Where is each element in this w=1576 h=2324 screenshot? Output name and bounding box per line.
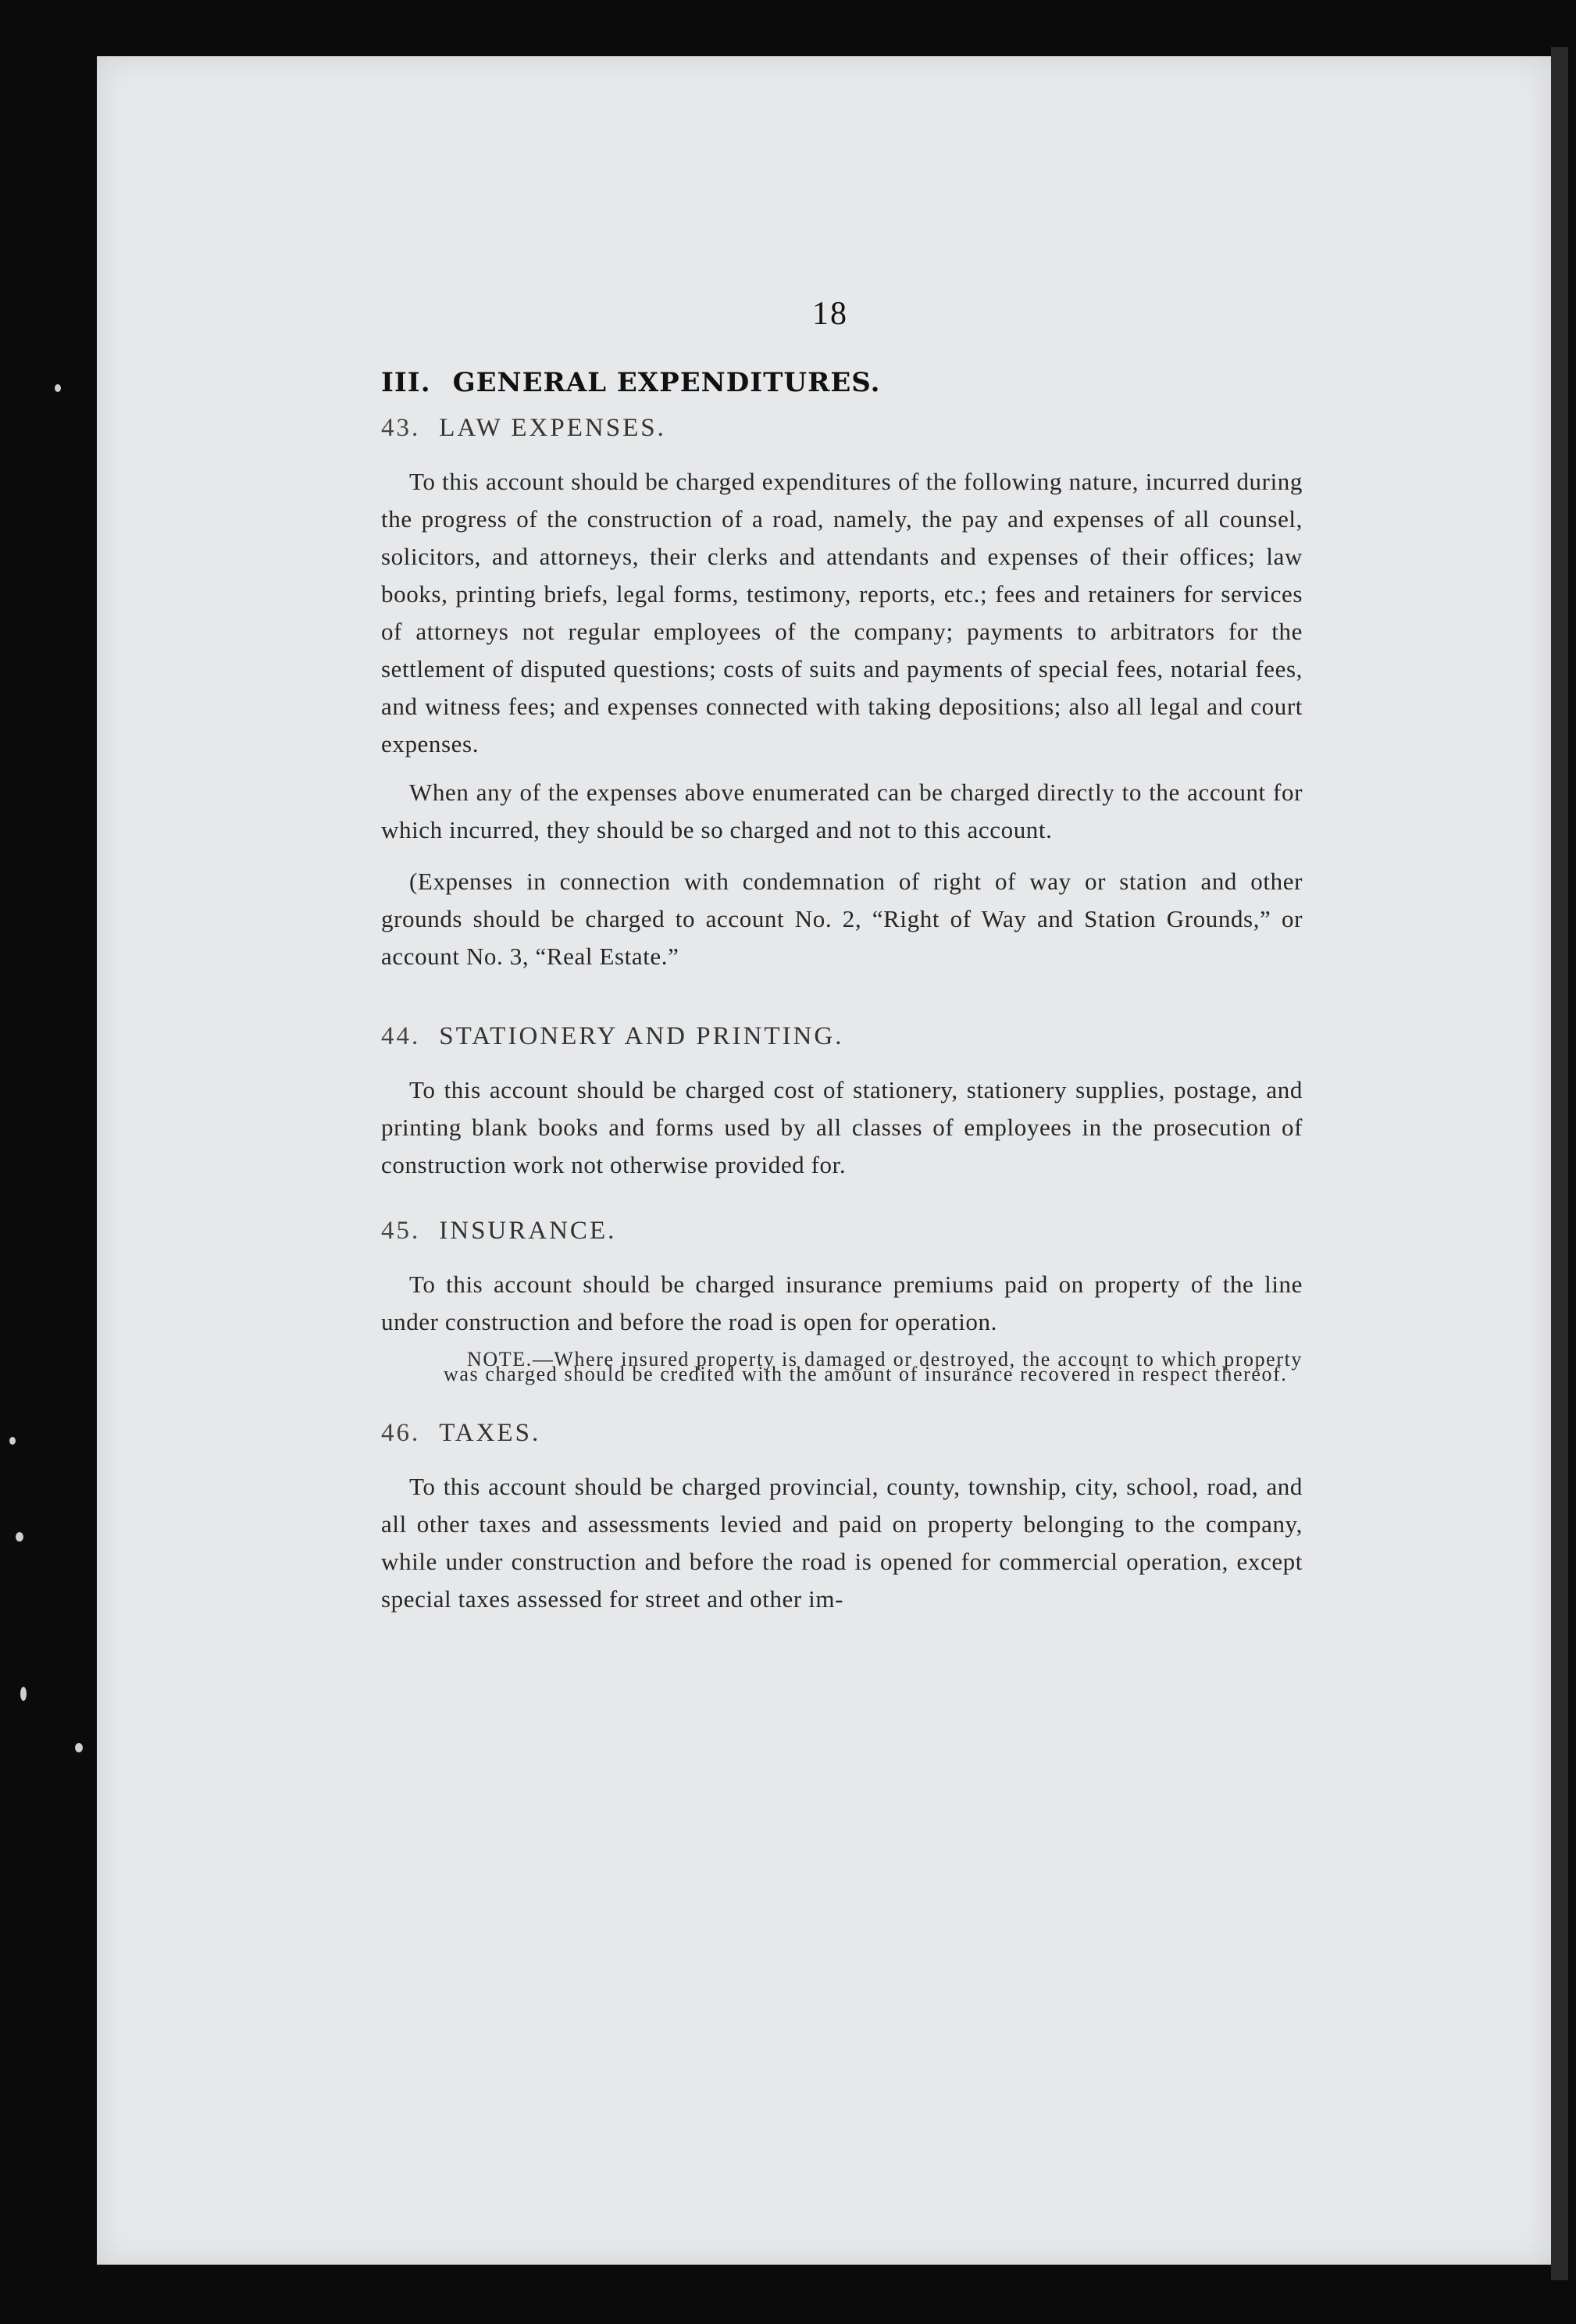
section-43-law-expenses — [381, 414, 1303, 975]
part-title: GENERAL EXPENDITURES. — [452, 367, 881, 398]
insurance-note: NOTE.—Where insured property is damaged or destroyed, the account to which property was charged should be credited with the amount of insurance recovered in respect thereof. — [444, 1348, 1303, 1385]
section-number: 45. — [381, 1217, 421, 1245]
scan-speck — [16, 1532, 23, 1542]
section-paragraph: To this account should be charged cost of stationery, stationery supplies, postage, and printing blank books and forms used by all classes of employees in the prosecution of construction work not otherwise provided for. — [381, 1076, 1303, 1178]
section-paragraph: To this account should be charged insurance premiums paid on property of the line under construction and before the road is open for operation. — [381, 1271, 1303, 1335]
page-number: 18 — [812, 296, 848, 332]
section-heading — [381, 1419, 1303, 1448]
section-heading — [381, 1217, 1303, 1246]
page-content — [381, 367, 1303, 1629]
part-heading — [381, 367, 1303, 398]
page-edge — [1551, 47, 1568, 2280]
section-paragraph: When any of the expenses above enumerated can be charged directly to the account for which incurred, they should be so charged and not to this account. — [381, 779, 1303, 843]
section-number: 44. — [381, 1022, 421, 1050]
section-45-insurance — [381, 1217, 1303, 1385]
section-title: TAXES. — [439, 1419, 541, 1447]
section-paragraph: To this account should be charged provincial, county, township, city, school, road, and all other taxes and assessments levied and paid on property belonging to the company, while under construction and before the road is opened for commercial operation, except special taxes assessed for street and other im- — [381, 1473, 1303, 1613]
section-46-taxes — [381, 1419, 1303, 1618]
section-title: INSURANCE. — [439, 1217, 617, 1245]
section-44-stationery-and-printing — [381, 1022, 1303, 1184]
part-roman-numeral: III. — [381, 367, 431, 398]
section-title: LAW EXPENSES. — [439, 414, 666, 442]
section-number: 43. — [381, 414, 421, 442]
scan-speck — [20, 1687, 27, 1701]
scan-speck — [55, 384, 61, 392]
scan-speck — [75, 1743, 83, 1752]
section-heading — [381, 414, 1303, 443]
section-heading — [381, 1022, 1303, 1051]
scan-speck — [9, 1437, 16, 1445]
section-number: 46. — [381, 1419, 421, 1447]
section-paragraph: To this account should be charged expenditures of the following nature, incurred during the progress of the construction of a road, namely, the pay and expenses of all counsel, solicitors, and attorneys, their clerks and attendants and expenses of their offices; law books, printing briefs, legal forms, testimony, reports, etc.; fees and retainers for services of attorneys not regular employees of the company; payments to arbitrators for the settlement of disputed questions; costs of suits and payments of special fees, notarial fees, and witness fees; and expenses connected with taking depositions; also all legal and court expenses. — [381, 468, 1303, 757]
section-title: STATIONERY AND PRINTING. — [439, 1022, 844, 1050]
section-paragraph: (Expenses in connection with condemnation of right of way or station and other grounds should be charged to account No. 2, “Right of Way and Station Grounds,” or account No. 3, “Real Estate.” — [381, 868, 1303, 970]
